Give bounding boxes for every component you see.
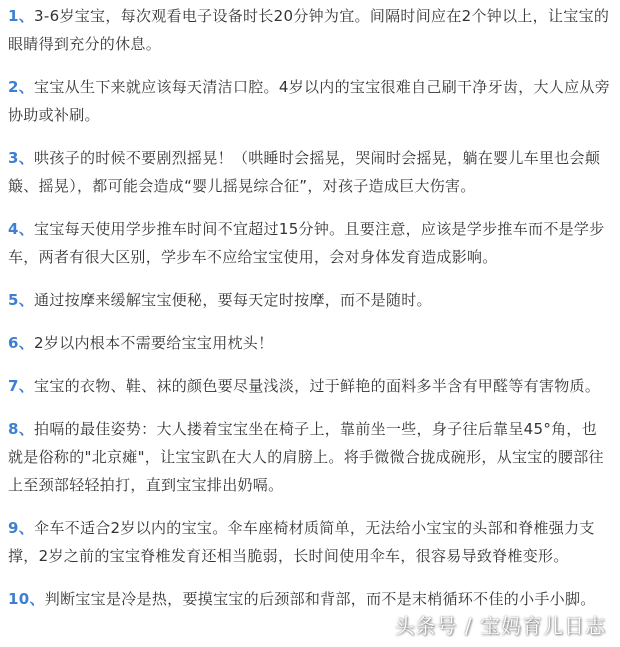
tip-text: 宝宝的衣物、鞋、袜的颜色要尽量浅淡，过于鲜艳的面料多半含有甲醛等有害物质。	[34, 377, 601, 395]
tip-number: 3、	[8, 149, 35, 167]
tip-item-4	[8, 215, 610, 271]
tip-number: 4、	[8, 220, 35, 238]
tip-text: 宝宝每天使用学步推车时间不宜超过15分钟。且要注意，应该是学步推车而不是学步车，两者有很大区别，学步车不应给宝宝使用，会对身体发育造成影响。	[8, 220, 605, 266]
tip-text: 伞车不适合2岁以内的宝宝。伞车座椅材质简单，无法给小宝宝的头部和脊椎强力支撑，2岁之前的宝宝脊椎发育还相当脆弱，长时间使用伞车，很容易导致脊椎变形。	[8, 519, 595, 565]
tip-item-7	[8, 372, 610, 400]
tip-item-8	[8, 415, 610, 499]
tip-item-5	[8, 286, 610, 314]
tip-number: 8、	[8, 420, 35, 438]
tip-item-10	[8, 585, 610, 613]
tip-item-9	[8, 514, 610, 570]
tip-number: 1、	[8, 7, 35, 25]
tip-number: 10、	[8, 590, 45, 608]
tip-text: 哄孩子的时候不要剧烈摇晃！（哄睡时会摇晃，哭闹时会摇晃，躺在婴儿车里也会颠簸、摇晃），都可能会造成“婴儿摇晃综合征”，对孩子造成巨大伤害。	[8, 149, 601, 195]
tip-text: 3-6岁宝宝，每次观看电子设备时长20分钟为宜。间隔时间应在2个钟以上，让宝宝的眼睛得到充分的休息。	[8, 7, 610, 53]
tip-item-6	[8, 329, 610, 357]
tip-number: 7、	[8, 377, 35, 395]
tip-number: 6、	[8, 334, 35, 352]
tip-number: 5、	[8, 291, 35, 309]
tip-text: 判断宝宝是冷是热，要摸宝宝的后颈部和背部，而不是末梢循环不佳的小手小脚。	[44, 590, 596, 608]
tip-number: 9、	[8, 519, 35, 537]
tip-number: 2、	[8, 78, 35, 96]
tip-text: 宝宝从生下来就应该每天清洁口腔。4岁以内的宝宝很难自己刷干净牙齿，大人应从旁协助或补刷。	[8, 78, 610, 124]
watermark: 头条号 / 宝妈育儿日志	[394, 614, 606, 638]
tips-list	[8, 2, 610, 624]
tip-item-2	[8, 73, 610, 129]
tip-text: 拍嗝的最佳姿势：大人搂着宝宝坐在椅子上，靠前坐一些，身子往后靠呈45°角，也就是俗称的"北京瘫"，让宝宝趴在大人的肩膀上。将手微微合拢成碗形，从宝宝的腰部往上至颈部轻轻拍打，直到宝宝排出奶嗝。	[8, 420, 604, 494]
tip-text: 通过按摩来缓解宝宝便秘，要每天定时按摩，而不是随时。	[34, 291, 432, 309]
tip-item-1	[8, 2, 610, 58]
tip-text: 2岁以内根本不需要给宝宝用枕头！	[34, 334, 274, 352]
tip-item-3	[8, 144, 610, 200]
